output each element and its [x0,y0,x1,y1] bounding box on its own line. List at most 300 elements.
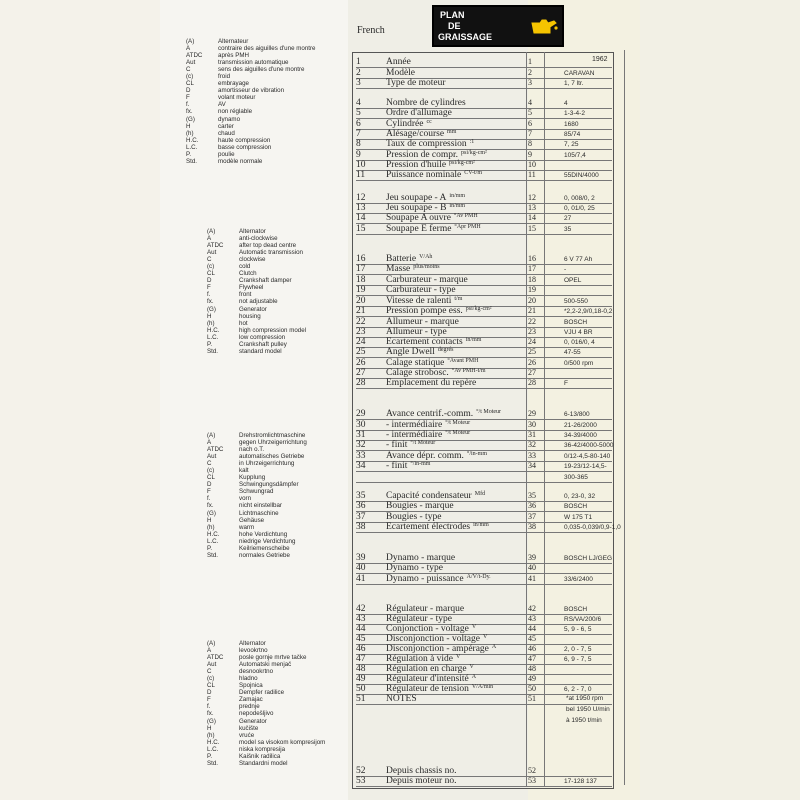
legend-abbrev: A [207,439,212,447]
spec-row [356,224,640,235]
legend-abbrev: (G) [186,115,195,123]
row-label: Calage strobosc. $^{^\circ Av PMH-t/m}$ [386,368,486,378]
row-value: 0/12-4,5-80-140 [564,453,611,460]
legend-entry [207,306,306,313]
legend-entry [207,739,325,746]
row-label: Pression pompe ess. $^{psi/kg-cm^2}$ [386,306,492,316]
legend-entry [186,158,316,165]
row-unit: °/t Moteur [445,420,471,426]
row-value: BOSCH LJ/GEG [564,555,613,562]
spec-row [356,327,640,338]
row-number-right: 16 [528,254,536,263]
spec-row [356,664,640,675]
row-unit: mm [447,129,457,135]
row-number: 27 [356,368,366,378]
row-number-right: 38 [528,522,536,531]
row-number-right: 18 [528,275,536,284]
legend-abbrev: CL [207,270,215,278]
row-rule [356,532,612,533]
row-value: 33/6/2400 [564,576,593,583]
legend-text: Generator [239,717,267,725]
row-number: 2 [356,68,361,78]
legend-abbrev: H [186,122,191,130]
legend-entry [207,432,307,439]
legend-text: après PMH [218,52,249,60]
legend-entry [207,320,306,327]
spec-row [356,451,640,462]
legend-text: posle gornje mrtve tačke [239,654,307,662]
legend-entry [207,298,306,305]
row-number: 33 [356,451,366,461]
plan-de-graissage-banner [432,5,564,47]
row-value: F [564,380,568,387]
legend-text: hladno [239,675,258,683]
legend-entry [207,682,325,689]
row-label: Jeu soupape - B $^{in/mm}$ [386,203,466,213]
row-number-right: 4 [528,98,532,107]
legend-abbrev: (c) [207,467,215,475]
legend-entry [207,488,307,495]
spec-row [356,358,640,369]
row-number-right: 13 [528,203,536,212]
legend-abbrev: H.C. [207,738,220,746]
row-value: W 175 T1 [564,514,593,521]
row-number: 35 [356,491,366,501]
legend-entry [207,446,307,453]
row-number: 46 [356,644,366,654]
spec-row [356,129,640,140]
legend-abbrev: CL [186,80,194,88]
row-value: 1680 [564,121,579,128]
row-value: 6-13/800 [564,411,590,418]
legend-abbrev: fx. [207,710,214,718]
row-value: BOSCH [564,503,588,510]
legend-entry [207,277,306,284]
legend-entry [207,228,306,235]
legend-abbrev: Aut [186,59,196,67]
row-unit: in/mm [449,203,466,209]
spec-row [356,170,640,181]
spec-row [356,776,640,787]
legend-text: vorn [239,495,252,503]
spec-row [356,634,640,645]
legend-abbrev: P. [207,544,213,552]
legend-entry [207,552,307,559]
row-label: Conjonction - voltage $^V$ [386,624,477,634]
row-label: NOTES [386,694,417,704]
legend-text: high compression model [239,326,307,334]
legend-text: standard model [239,347,282,355]
legend-abbrev: H.C. [186,136,199,144]
legend-abbrev: P. [207,752,213,760]
row-number-right: 43 [528,614,536,623]
legend-text: Lichtmaschine [239,509,279,517]
legend-text: amortisseur de vibration [218,87,285,95]
legend-abbrev: f. [186,101,190,109]
row-label: Alésage/course $^{mm}$ [386,129,457,139]
legend-text: prednje [239,703,260,711]
spec-row [356,654,640,665]
legend-text: haute compression [218,136,271,144]
legend-abbrev: fx. [207,298,214,306]
row-number: 34 [356,461,366,471]
row-value: 0, 016/0, 4 [564,339,595,346]
legend-text: Automatski menjač [239,661,292,669]
legend-entry [207,284,306,291]
legend-entry [207,732,325,739]
legend-text: Kaišnik radilica [239,752,281,760]
legend-entry [207,640,325,647]
legend-abbrev: A [207,647,212,655]
row-number-right: 11 [528,170,536,179]
row-number: 29 [356,409,366,419]
legend-abbrev: (G) [207,305,216,313]
legend-text: kalt [239,467,249,475]
spec-row [356,472,640,483]
spec-row [356,368,640,379]
spec-row [356,285,640,296]
legend-abbrev: L.C. [186,143,198,151]
row-number-right: 49 [528,674,536,683]
row-label: Pression de compr. $^{psi/kg-cm^2}$ [386,150,487,160]
spec-row [356,139,640,150]
legend-entry [207,531,307,538]
legend-entry [207,675,325,682]
legend-text: not adjustable [239,298,278,306]
legend-text: model sa visokom kompresijom [239,738,326,746]
legend-entry [207,249,306,256]
row-value: 17-128 137 [564,778,597,785]
legend-entry [186,38,316,45]
legend-text: nicht einstellbar [239,502,282,510]
legend-entry [207,753,325,760]
legend-text: nach o.T. [239,446,265,454]
row-label: Taux de compression $^{:1}$ [386,139,475,149]
row-label: Pression d'huile $^{psi/kg-cm^2}$ [386,160,475,170]
legend-text: niska kompresija [239,745,286,753]
spec-row [356,614,640,625]
legend-abbrev: F [207,488,211,496]
legend-entry [207,481,307,488]
spec-row [356,78,640,89]
row-number-right: 41 [528,574,536,583]
legend-entry [207,517,307,524]
row-number-right: 27 [528,368,536,377]
spec-row [356,347,640,358]
spec-row [356,254,640,265]
year-value: 1962 [592,56,608,63]
spec-row [356,604,640,615]
row-value: 7, 25 [564,141,579,148]
row-rule [356,388,612,389]
row-number-right: 22 [528,317,536,326]
row-rule [356,234,612,235]
legend-text: in Uhrzeigerrichtung [239,460,295,468]
row-number: 4 [356,98,361,108]
row-value: 1-3-4-2 [564,110,585,117]
legend-abbrev: (A) [207,228,216,235]
legend-entry [207,668,325,675]
row-label: Jeu soupape - A $^{in/mm}$ [386,193,466,203]
legend-abbrev: (c) [186,73,194,81]
row-number-right: 48 [528,664,536,673]
row-value: 47-55 [564,349,581,356]
legend-text: Dempfer radilice [239,689,285,697]
row-label: Capacité condensateur $^{Mfd}$ [386,491,486,501]
row-unit: CV-t/m [464,170,482,176]
row-label: Ecartement électrodes $^{in/mm}$ [386,522,489,532]
spec-row [356,501,640,512]
legend-entry [186,52,316,59]
legend-entry [207,242,306,249]
row-value: 34-39/4000 [564,432,597,439]
row-unit: plus/moins [413,264,440,270]
row-number: 10 [356,160,366,170]
spec-row [356,409,640,420]
legend-text: poulie [218,150,235,158]
row-label: Disconjonction - ampérage $^A$ [386,644,497,654]
row-rule [356,88,612,89]
row-number: 6 [356,119,361,129]
row-unit: °/in-mm [410,461,431,467]
legend-entry [207,710,325,717]
row-value: RS/VA/200/6 [564,616,602,623]
row-unit: psi/kg-cm² [461,150,487,156]
oil-can-icon [530,15,558,37]
row-unit: A [471,674,477,680]
legend-text: Standardni model [239,759,288,767]
row-label: Modèle [386,68,416,78]
row-number: 49 [356,674,366,684]
legend-entry [207,524,307,531]
legend-entry [186,45,316,52]
row-number: 50 [356,684,366,694]
row-rule [356,584,612,585]
banner-line2: DE [448,21,461,31]
spec-row [356,574,640,585]
row-unit: °Avant PMH [447,358,479,364]
legend-text: Alternator [239,640,266,647]
row-unit: V [469,664,474,670]
legend-entry [207,545,307,552]
row-value: 6, 2 - 7, 0 [564,686,592,693]
legend-entry [207,647,325,654]
legend-abbrev: Std. [207,551,219,559]
row-number: 23 [356,327,366,337]
legend-abbrev: H.C. [207,326,220,334]
legend-abbrev: H [207,312,212,320]
row-number: 45 [356,634,366,644]
legend-text: Alternator [239,228,266,235]
legend-abbrev: L.C. [207,537,219,545]
row-value: 0, 23-0, 32 [564,493,596,500]
spec-row [356,119,640,130]
row-label: Batterie $^{V/Ah}$ [386,254,433,264]
legend-entry [207,495,307,502]
legend-entry [186,73,316,80]
legend-abbrev: (A) [186,38,195,45]
legend-english [207,228,306,355]
row-value: 21-26/2000 [564,422,597,429]
legend-text: warm [239,523,255,531]
spec-row [356,296,640,307]
value-column [640,0,800,800]
row-number: 5 [356,108,361,118]
row-unit: V/Ah [419,254,433,260]
row-label: Emplacement du repère [386,378,477,388]
legend-text: contraire des aiguilles d'une montre [218,45,316,53]
language-label: French [357,25,385,36]
row-number-right: 33 [528,451,536,460]
row-unit: cc [426,119,432,125]
legend-abbrev: ATDC [207,446,224,454]
row-number: 22 [356,317,366,327]
row-unit: °/in-mm [466,451,487,457]
legend-text: chaud [218,129,235,137]
spec-row [356,522,640,533]
spec-row [356,512,640,523]
legend-text: Schwungrad [239,488,274,496]
legend-text: cold [239,263,251,271]
legend-text: Schwingungsdämpfer [239,481,299,489]
row-number-right: 5 [528,108,532,117]
row-number: 18 [356,275,366,285]
legend-abbrev: Std. [207,347,219,355]
row-label: Depuis moteur no. [386,776,457,786]
legend-abbrev: f. [207,703,211,711]
row-number-right: 32 [528,440,536,449]
row-label: Régulateur d'intensité $^A$ [386,674,477,684]
legend-text: modèle normale [218,157,263,165]
legend-abbrev: H.C. [207,530,220,538]
row-value: - [564,266,567,273]
row-label: Carburateur - type [386,285,456,295]
legend-entry [207,696,325,703]
legend-entry [186,123,316,130]
row-number: 37 [356,512,366,522]
legend-text: Crankshaft pulley [239,340,287,348]
legend-text: Generator [239,305,267,313]
row-number-right: 19 [528,285,536,294]
legend-german [207,432,307,559]
legend-entry [207,510,307,517]
legend-entry [207,502,307,509]
row-label: - finit $^{^\circ/in-mm}$ [386,461,431,471]
spec-row [356,193,640,204]
legend-entry [186,144,316,151]
row-value: 0, 01/0, 25 [564,205,595,212]
spec-row [356,440,640,451]
row-number: 14 [356,213,366,223]
legend-abbrev: C [207,256,212,264]
spec-row [356,337,640,348]
row-unit: V [482,634,488,640]
row-unit: °/t Moteur [476,409,502,415]
legend-abbrev: ATDC [186,52,203,60]
row-unit: t/m [454,296,463,302]
legend-abbrev: D [186,87,191,95]
row-number: 12 [356,193,366,203]
row-number-right: 6 [528,119,532,128]
row-label: Carburateur - marque [386,275,468,285]
row-number-right: 42 [528,604,536,613]
legend-text: Kupplung [239,474,266,482]
row-number-right: 30 [528,420,536,429]
spec-row [356,766,640,777]
legend-entry [186,66,316,73]
row-number: 41 [356,574,366,584]
row-label: Régulateur de tension $^{V/A/min}$ [386,684,494,694]
legend-abbrev: Std. [207,759,219,767]
row-value: *2,2-2,9/0,18-0,2 [564,308,613,315]
row-number: 7 [356,129,361,139]
row-number-right: 51 [528,694,536,703]
row-value: 0,035-0,039/0,9-1,0 [564,524,621,531]
row-number-right: 10 [528,160,536,169]
legend-abbrev: (h) [207,523,215,531]
legend-entry [207,334,306,341]
spec-row [356,430,640,441]
spec-row [356,306,640,317]
row-number: 51 [356,694,366,704]
legend-abbrev: L.C. [207,333,219,341]
legend-text: Drehstromlichtmaschine [239,432,306,439]
row-rule [356,180,612,181]
legend-text: transmission automatique [218,59,289,67]
row-unit: °Av PMH-t/m [451,368,486,374]
row-number: 9 [356,150,361,160]
legend-text: carter [218,122,234,130]
row-unit: V/A/min [471,684,494,690]
legend-entry [207,453,307,460]
legend-abbrev: D [207,277,212,285]
row-unit: psi/kg-cm² [465,306,492,312]
legend-text: Alternateur [218,38,249,45]
row-unit: V [471,624,477,630]
row-number-right: 53 [528,776,536,785]
legend-entry [207,474,307,481]
row-label: Angle Dwell $^{degrés}$ [386,347,454,357]
row-label: Régulateur - type [386,614,452,624]
spec-row [356,674,640,685]
row-number-right: 3 [528,78,532,87]
row-value: BOSCH [564,319,588,326]
row-label: Dynamo - puissance $^{A/V/t-Dy.}$ [386,574,491,584]
row-unit: psi/kg-cm² [449,160,475,166]
spec-row [356,264,640,275]
row-number-right: 50 [528,684,536,693]
legend-abbrev: F [207,284,211,292]
legend-text: non réglable [218,108,253,116]
legend-text: desnookrtno [239,668,274,676]
legend-entry [207,467,307,474]
row-unit: degrés [437,347,454,353]
legend-entry [207,291,306,298]
legend-abbrev: (c) [207,263,215,271]
row-number: 21 [356,306,366,316]
legend-abbrev: Aut [207,249,217,257]
legend-text: embrayage [218,80,249,88]
legend-entry [207,725,325,732]
row-value: BOSCH [564,606,588,613]
row-number-right: 47 [528,654,536,663]
row-label: Avance centrif.-comm. $^{^\circ/t Moteur}$ [386,409,502,419]
legend-abbrev: Aut [207,661,217,669]
legend-text: AV [218,101,226,109]
row-label: Masse $^{plus/moins}$ [386,264,440,274]
row-number-right: 23 [528,327,536,336]
row-number: 43 [356,614,366,624]
